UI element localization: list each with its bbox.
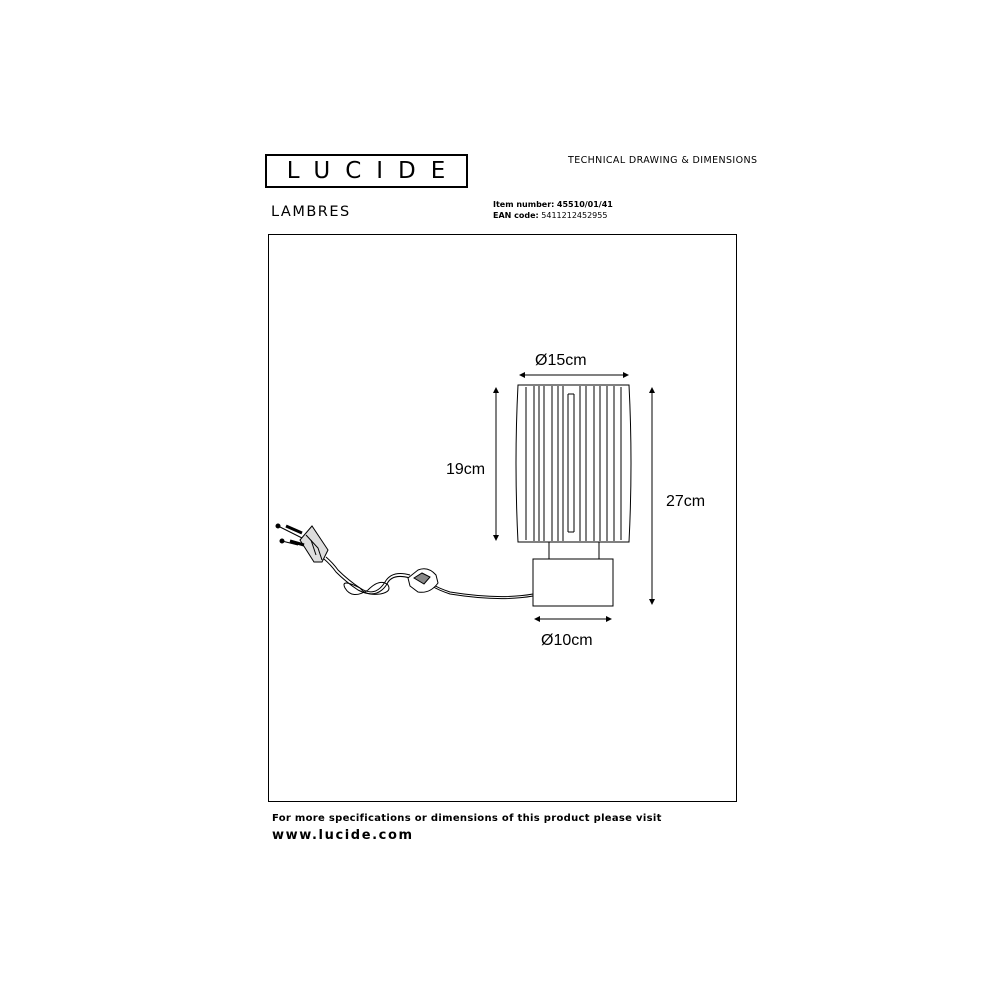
- item-number-value: 45510/01/41: [556, 200, 613, 209]
- item-number-label: Item number:: [493, 200, 555, 209]
- power-plug: [276, 524, 328, 562]
- footer-url[interactable]: www.lucide.com: [272, 828, 414, 843]
- lamp-neck: [549, 542, 599, 559]
- ean-value: 5411212452955: [541, 211, 608, 220]
- inline-switch: [408, 569, 438, 593]
- label-shade-diameter: Ø15cm: [535, 352, 587, 369]
- label-shade-height: 19cm: [446, 461, 486, 478]
- lamp-shade: [516, 385, 631, 542]
- document-type: TECHNICAL DRAWING & DIMENSIONS: [568, 155, 758, 166]
- label-base-diameter: Ø10cm: [541, 632, 593, 649]
- brand-logo-text: LUCIDE: [286, 158, 461, 184]
- label-total-height: 27cm: [666, 493, 706, 510]
- product-name: LAMBRES: [271, 204, 351, 220]
- lamp-base: [533, 559, 613, 606]
- footer-note: For more specifications or dimensions of this product please visit: [272, 813, 662, 824]
- ean-label: EAN code:: [493, 211, 539, 220]
- cable-knot: [344, 582, 389, 594]
